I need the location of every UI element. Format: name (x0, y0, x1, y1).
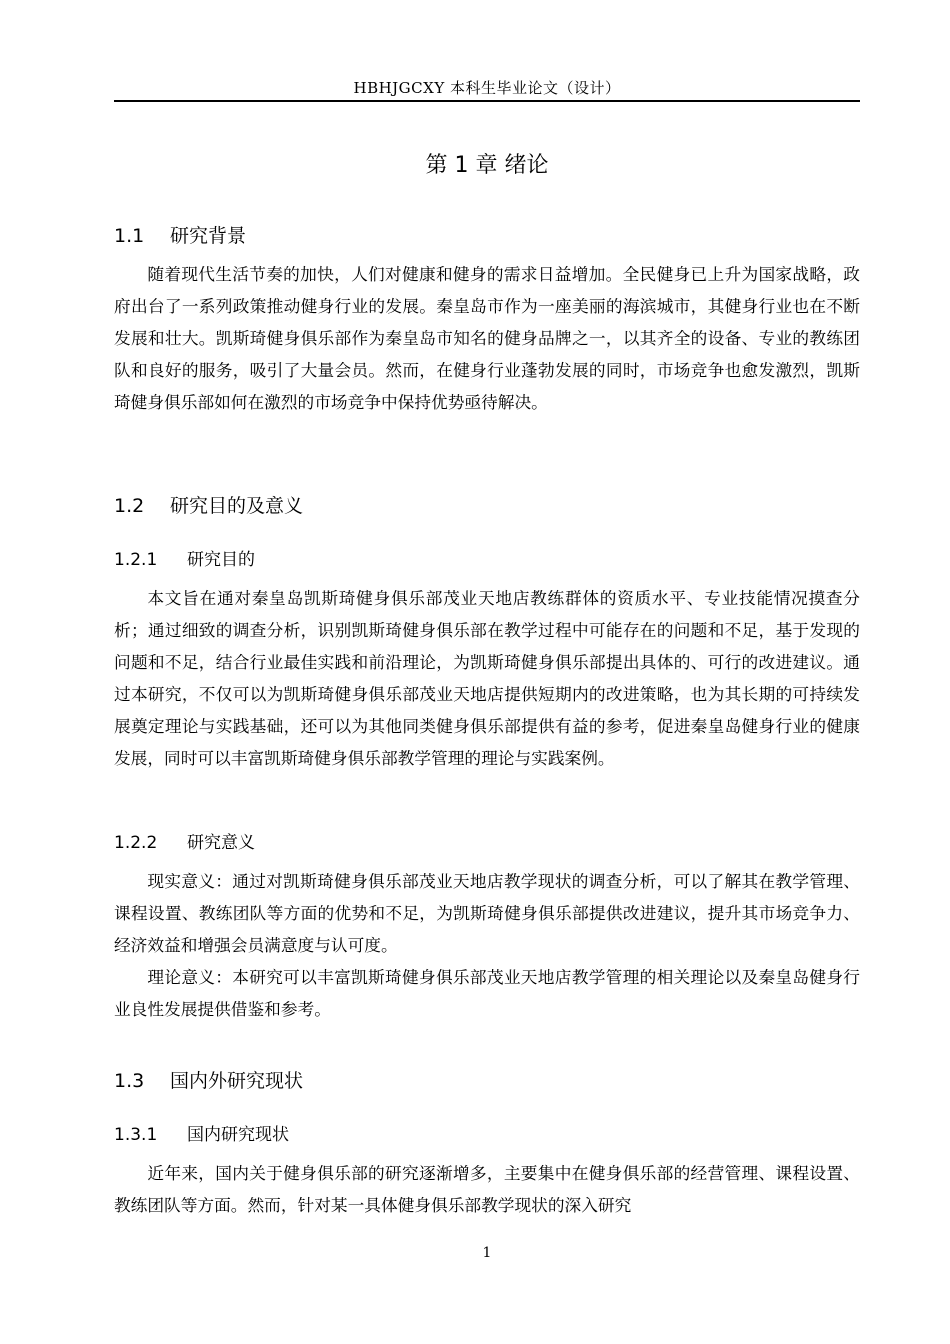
section-number: 1.3.1 (114, 1125, 158, 1145)
section-heading-1-3-1 (114, 1120, 289, 1145)
header-divider (114, 100, 860, 102)
section-heading-1-2-2 (114, 828, 255, 853)
section-title: 研究目的 (187, 550, 255, 570)
paragraph-domestic: 近年来，国内关于健身俱乐部的研究逐渐增多，主要集中在健身俱乐部的经营管理、课程设置、教练团队等方面。然而，针对某一具体健身俱乐部教学现状的深入研究 (114, 1163, 860, 1215)
section-heading-1-1 (114, 221, 246, 248)
section-title: 研究背景 (170, 225, 247, 247)
section-number: 1.1 (114, 225, 145, 247)
page-number: 1 (482, 1245, 492, 1261)
section-heading-1-2-1 (114, 545, 255, 570)
paragraph-significance-theory: 理论意义：本研究可以丰富凯斯琦健身俱乐部茂业天地店教学管理的相关理论以及秦皇岛健身行业良性发展提供借鉴和参考。 (114, 967, 860, 1019)
section-heading-1-2 (114, 491, 303, 518)
section-number: 1.2.1 (114, 550, 158, 570)
chapter-title: 第 1 章 绪论 (425, 153, 549, 178)
paragraph-significance-practical: 现实意义：通过对凯斯琦健身俱乐部茂业天地店教学现状的调查分析，可以了解其在教学管理、课程设置、教练团队等方面的优势和不足，为凯斯琦健身俱乐部提供改进建议，提升其市场竞争力、经济效益和增强会员满意度与认可度。 (114, 871, 860, 955)
paragraph-background: 随着现代生活节奏的加快，人们对健康和健身的需求日益增加。全民健身已上升为国家战略，政府出台了一系列政策推动健身行业的发展。秦皇岛市作为一座美丽的海滨城市，其健身行业也在不断发展和壮大。凯斯琦健身俱乐部作为秦皇岛市知名的健身品牌之一，以其齐全的设备、专业的教练团队和良好的服务，吸引了大量会员。然而，在健身行业蓬勃发展的同时，市场竞争也愈发激烈，凯斯琦健身俱乐部如何在激烈的市场竞争中保持优势亟待解决。 (114, 264, 860, 412)
section-number: 1.2.2 (114, 833, 158, 853)
paragraph-purpose: 本文旨在通对秦皇岛凯斯琦健身俱乐部茂业天地店教练群体的资质水平、专业技能情况摸查分析；通过细致的调查分析，识别凯斯琦健身俱乐部在教学过程中可能存在的问题和不足，基于发现的问题和不足，结合行业最佳实践和前沿理论，为凯斯琦健身俱乐部提出具体的、可行的改进建议。通过本研究，不仅可以为凯斯琦健身俱乐部茂业天地店提供短期内的改进策略，也为其长期的可持续发展奠定理论与实践基础，还可以为其他同类健身俱乐部提供有益的参考，促进秦皇岛健身行业的健康发展，同时可以丰富凯斯琦健身俱乐部教学管理的理论与实践案例。 (114, 588, 860, 768)
section-title: 国内外研究现状 (170, 1070, 304, 1092)
section-title: 国内研究现状 (187, 1125, 289, 1145)
page-header: HBHJGCXY 本科生毕业论文（设计） (353, 79, 621, 97)
section-title: 研究目的及意义 (170, 495, 304, 517)
section-number: 1.2 (114, 495, 145, 517)
section-heading-1-3 (114, 1066, 303, 1093)
section-number: 1.3 (114, 1070, 145, 1092)
section-title: 研究意义 (187, 833, 255, 853)
